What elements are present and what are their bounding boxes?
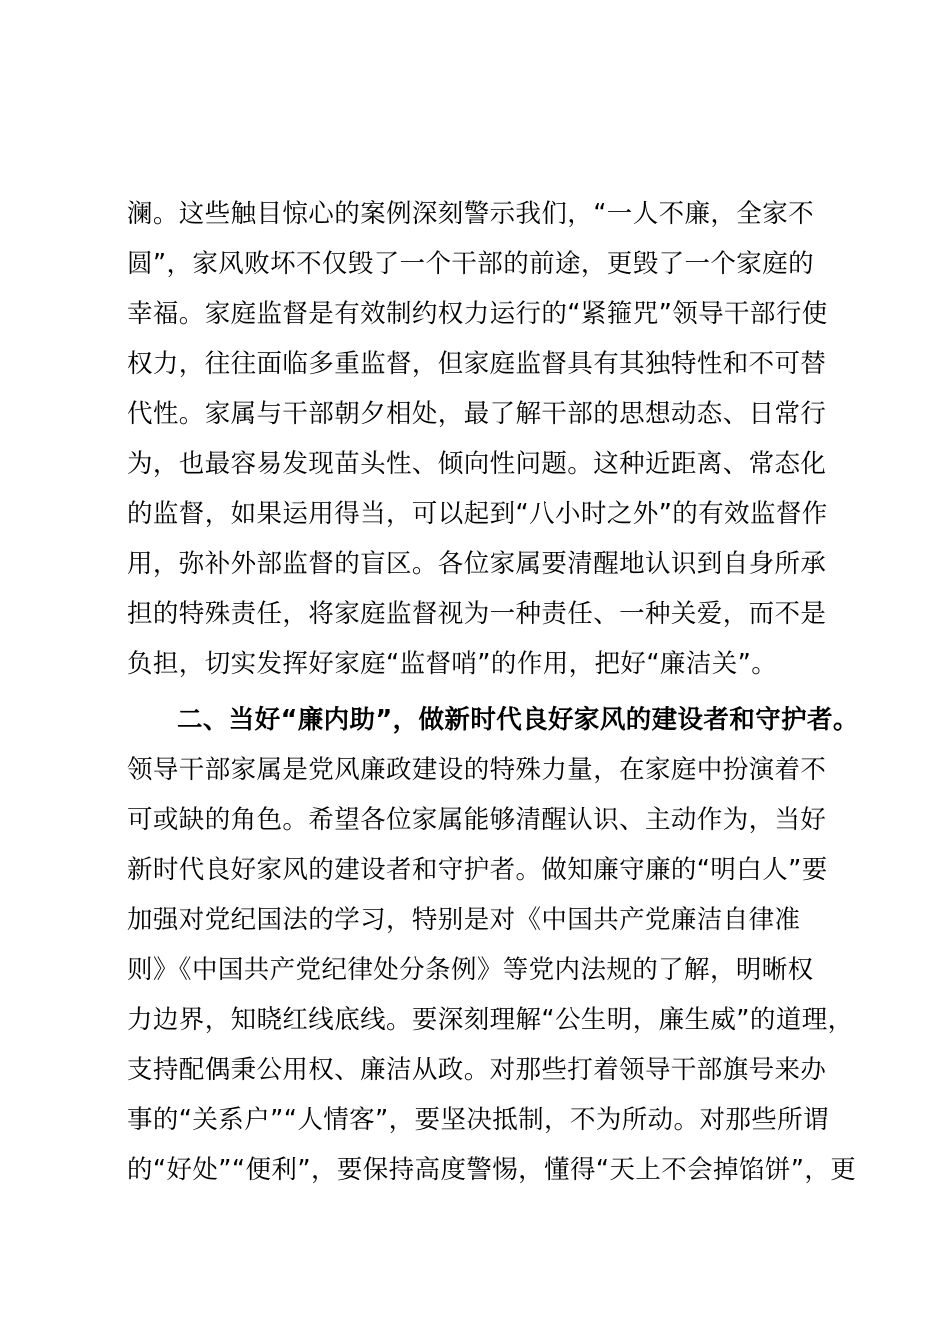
paragraph-1-line-7: 的监督，如果运用得当，可以起到“八小时之外”的有效监督作 — [127, 499, 828, 529]
paragraph-1-line-4: 权力，往往面临多重监督，但家庭监督具有其独特性和不可替 — [127, 349, 827, 379]
paragraph-2-line-1: 领导干部家属是党风廉政建设的特殊力量，在家庭中扮演着不 — [127, 755, 827, 785]
section-heading-2: 二、当好“廉内助”，做新时代良好家风的建设者和守护者。 — [177, 705, 859, 735]
paragraph-2-line-7: 支持配偶秉公用权、廉洁从政。对那些打着领导干部旗号来办 — [127, 1055, 827, 1085]
paragraph-2-line-6: 力边界，知晓红线底线。要深刻理解“公生明，廉生威”的道理， — [127, 1005, 854, 1035]
paragraph-2-line-3: 新时代良好家风的建设者和守护者。做知廉守廉的“明白人”要 — [127, 855, 828, 885]
paragraph-1-line-6: 为，也最容易发现苗头性、倾向性问题。这种近距离、常态化 — [127, 449, 827, 479]
paragraph-2-line-8: 事的“关系户”“人情客”，要坚决抵制，不为所动。对那些所谓 — [127, 1105, 829, 1135]
paragraph-1-line-2: 圆”，家风败坏不仅毁了一个干部的前途，更毁了一个家庭的 — [127, 249, 815, 279]
paragraph-1-line-5: 代性。家属与干部朝夕相处，最了解干部的思想动态、日常行 — [127, 399, 827, 429]
paragraph-1-line-8: 用，弥补外部监督的盲区。各位家属要清醒地认识到自身所承 — [127, 549, 827, 579]
paragraph-2-line-2: 可或缺的角色。希望各位家属能够清醒认识、主动作为，当好 — [127, 805, 827, 835]
paragraph-1-line-10: 负担，切实发挥好家庭“监督哨”的作用，把好“廉洁关”。 — [127, 649, 778, 679]
paragraph-2-line-5: 则》《中国共产党纪律处分条例》等党内法规的了解，明晰权 — [127, 955, 814, 985]
paragraph-1-line-1: 澜。这些触目惊心的案例深刻警示我们，“一人不廉，全家不 — [127, 199, 815, 229]
paragraph-2-line-4: 加强对党纪国法的学习，特别是对《中国共产党廉洁自律准 — [127, 905, 801, 935]
paragraph-1-line-3: 幸福。家庭监督是有效制约权力运行的“紧箍咒”领导干部行使 — [127, 299, 828, 329]
paragraph-2-line-9: 的“好处”“便利”，要保持高度警惕，懂得“天上不会掉馅饼”，更 — [127, 1155, 857, 1185]
paragraph-1-line-9: 担的特殊责任，将家庭监督视为一种责任、一种关爱，而不是 — [127, 599, 827, 629]
